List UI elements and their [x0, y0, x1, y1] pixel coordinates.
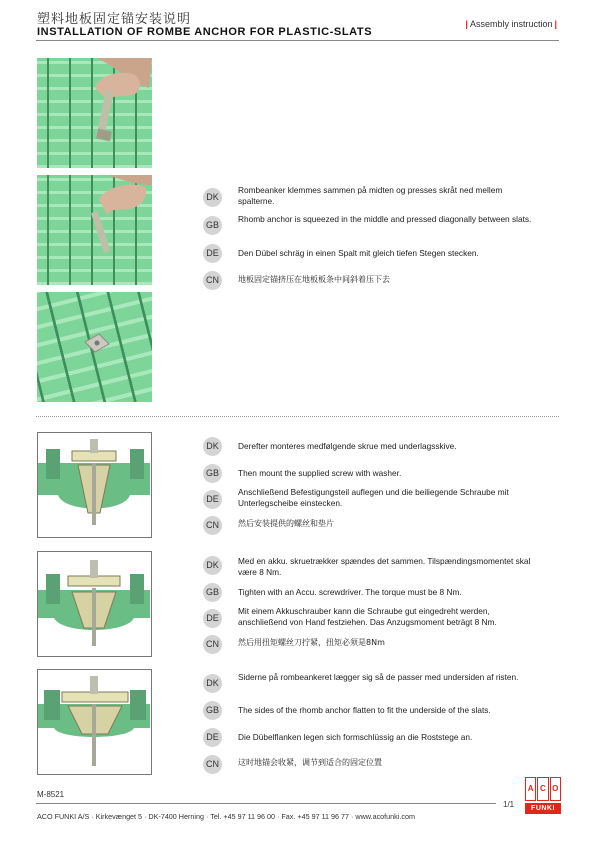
lang-badge-de: DE — [203, 244, 222, 263]
footer-divider — [36, 803, 496, 804]
title-chinese: 塑料地板固定锚安装说明 — [37, 12, 192, 27]
step3-text-cn: 然后用扭矩螺丝刀拧紧，扭矩必须是8Nm — [238, 638, 385, 647]
anchor-tightened-image — [38, 552, 151, 656]
aco-funki-logo — [525, 777, 561, 814]
photo-anchor-placed — [37, 292, 152, 402]
lang-badge-gb: GB — [203, 701, 222, 720]
lang-badge-dk: DK — [203, 188, 222, 207]
hand-with-anchor-image — [37, 58, 152, 168]
section-divider — [36, 416, 559, 417]
photo-anchor-flattened — [37, 669, 152, 775]
step2-text-gb: Then mount the supplied screw with washer. — [238, 468, 402, 478]
lang-badge-de: DE — [203, 609, 222, 628]
lang-badge-cn: CN — [203, 635, 222, 654]
page-number: 1/1 — [503, 800, 515, 809]
photo-screw-mount — [37, 432, 152, 538]
step3-text-dk: Med en akku. skruetrækker spændes det sammen. Tilspændingsmomentet skal være 8 Nm. — [238, 556, 531, 577]
company-address: ACO FUNKI A/S · Kirkevænget 5 · DK-7400 Herning · Tel. +45 97 11 96 00 · Fax. +45 97 11 96 77 · www.acofunki.com — [37, 812, 415, 821]
step4-text-cn: 这时地锚会收紧，调节到适合的固定位置 — [238, 758, 382, 767]
lang-badge-de: DE — [203, 728, 222, 747]
lang-badge-dk: DK — [203, 674, 222, 693]
page-title: INSTALLATION OF ROMBE ANCHOR FOR PLASTIC-SLATS — [37, 26, 373, 38]
step1-text-cn: 地板固定锚挤压在地板板条中间斜着压下去 — [238, 275, 390, 284]
lang-badge-dk: DK — [203, 437, 222, 456]
lang-badge-cn: CN — [203, 516, 222, 535]
photo-anchor-pressing — [37, 175, 152, 285]
document-number: M-8521 — [37, 790, 65, 799]
step2-text-de: Anschließend Befestigungsteil auflegen und die beiliegende Schraube mit Unterlegscheibe einstecken. — [238, 487, 509, 508]
lang-badge-gb: GB — [203, 464, 222, 483]
step2-text-dk: Derefter monteres medfølgende skrue med underlagsskive. — [238, 441, 457, 451]
document-type-text: Assembly instruction — [469, 19, 553, 29]
step2-text-cn: 然后安装提供的螺丝和垫片 — [238, 519, 334, 528]
lang-badge-gb: GB — [203, 216, 222, 235]
step1-text-gb: Rhomb anchor is squeezed in the middle and pressed diagonally between slats. — [238, 214, 532, 224]
logo-subtitle: FUNKI — [525, 803, 561, 814]
step1-text-de: Den Dübel schräg in einen Spalt mit gleich tiefen Stegen stecken. — [238, 248, 479, 258]
logo-letter: C — [537, 777, 548, 801]
anchor-in-slats-image — [37, 292, 152, 402]
logo-letters — [525, 777, 561, 801]
step3-text-de: Mit einem Akkuschrauber kann die Schraube gut eingedreht werden, anschließend von Hand festziehen. Das Anzugsmoment beträgt 8 Nm. — [238, 606, 497, 627]
step1-text-dk: Rombeanker klemmes sammen på midten og presses skråt ned mellem spalterne. — [238, 185, 503, 206]
logo-letter: A — [525, 777, 536, 801]
step4-text-gb: The sides of the rhomb anchor flatten to fit the underside of the slats. — [238, 705, 491, 715]
step3-text-gb: Tighten with an Accu. screwdriver. The torque must be 8 Nm. — [238, 587, 462, 597]
photo-anchor-inserting — [37, 58, 152, 168]
hand-pressing-anchor-image — [37, 175, 152, 285]
document-type-label: | Assembly instruction | — [465, 19, 557, 29]
lang-badge-cn: CN — [203, 271, 222, 290]
lang-badge-dk: DK — [203, 556, 222, 575]
anchor-with-screw-image — [38, 433, 151, 537]
anchor-flattened-image — [38, 670, 151, 774]
photo-screw-tighten — [37, 551, 152, 657]
step4-text-dk: Siderne på rombeankeret lægger sig så de passer med undersiden af risten. — [238, 672, 519, 682]
logo-letter: O — [550, 777, 561, 801]
lang-badge-gb: GB — [203, 583, 222, 602]
lang-badge-cn: CN — [203, 755, 222, 774]
lang-badge-de: DE — [203, 490, 222, 509]
step4-text-de: Die Dübelflanken legen sich formschlüssig an die Roststege an. — [238, 732, 473, 742]
header-divider — [36, 40, 559, 41]
